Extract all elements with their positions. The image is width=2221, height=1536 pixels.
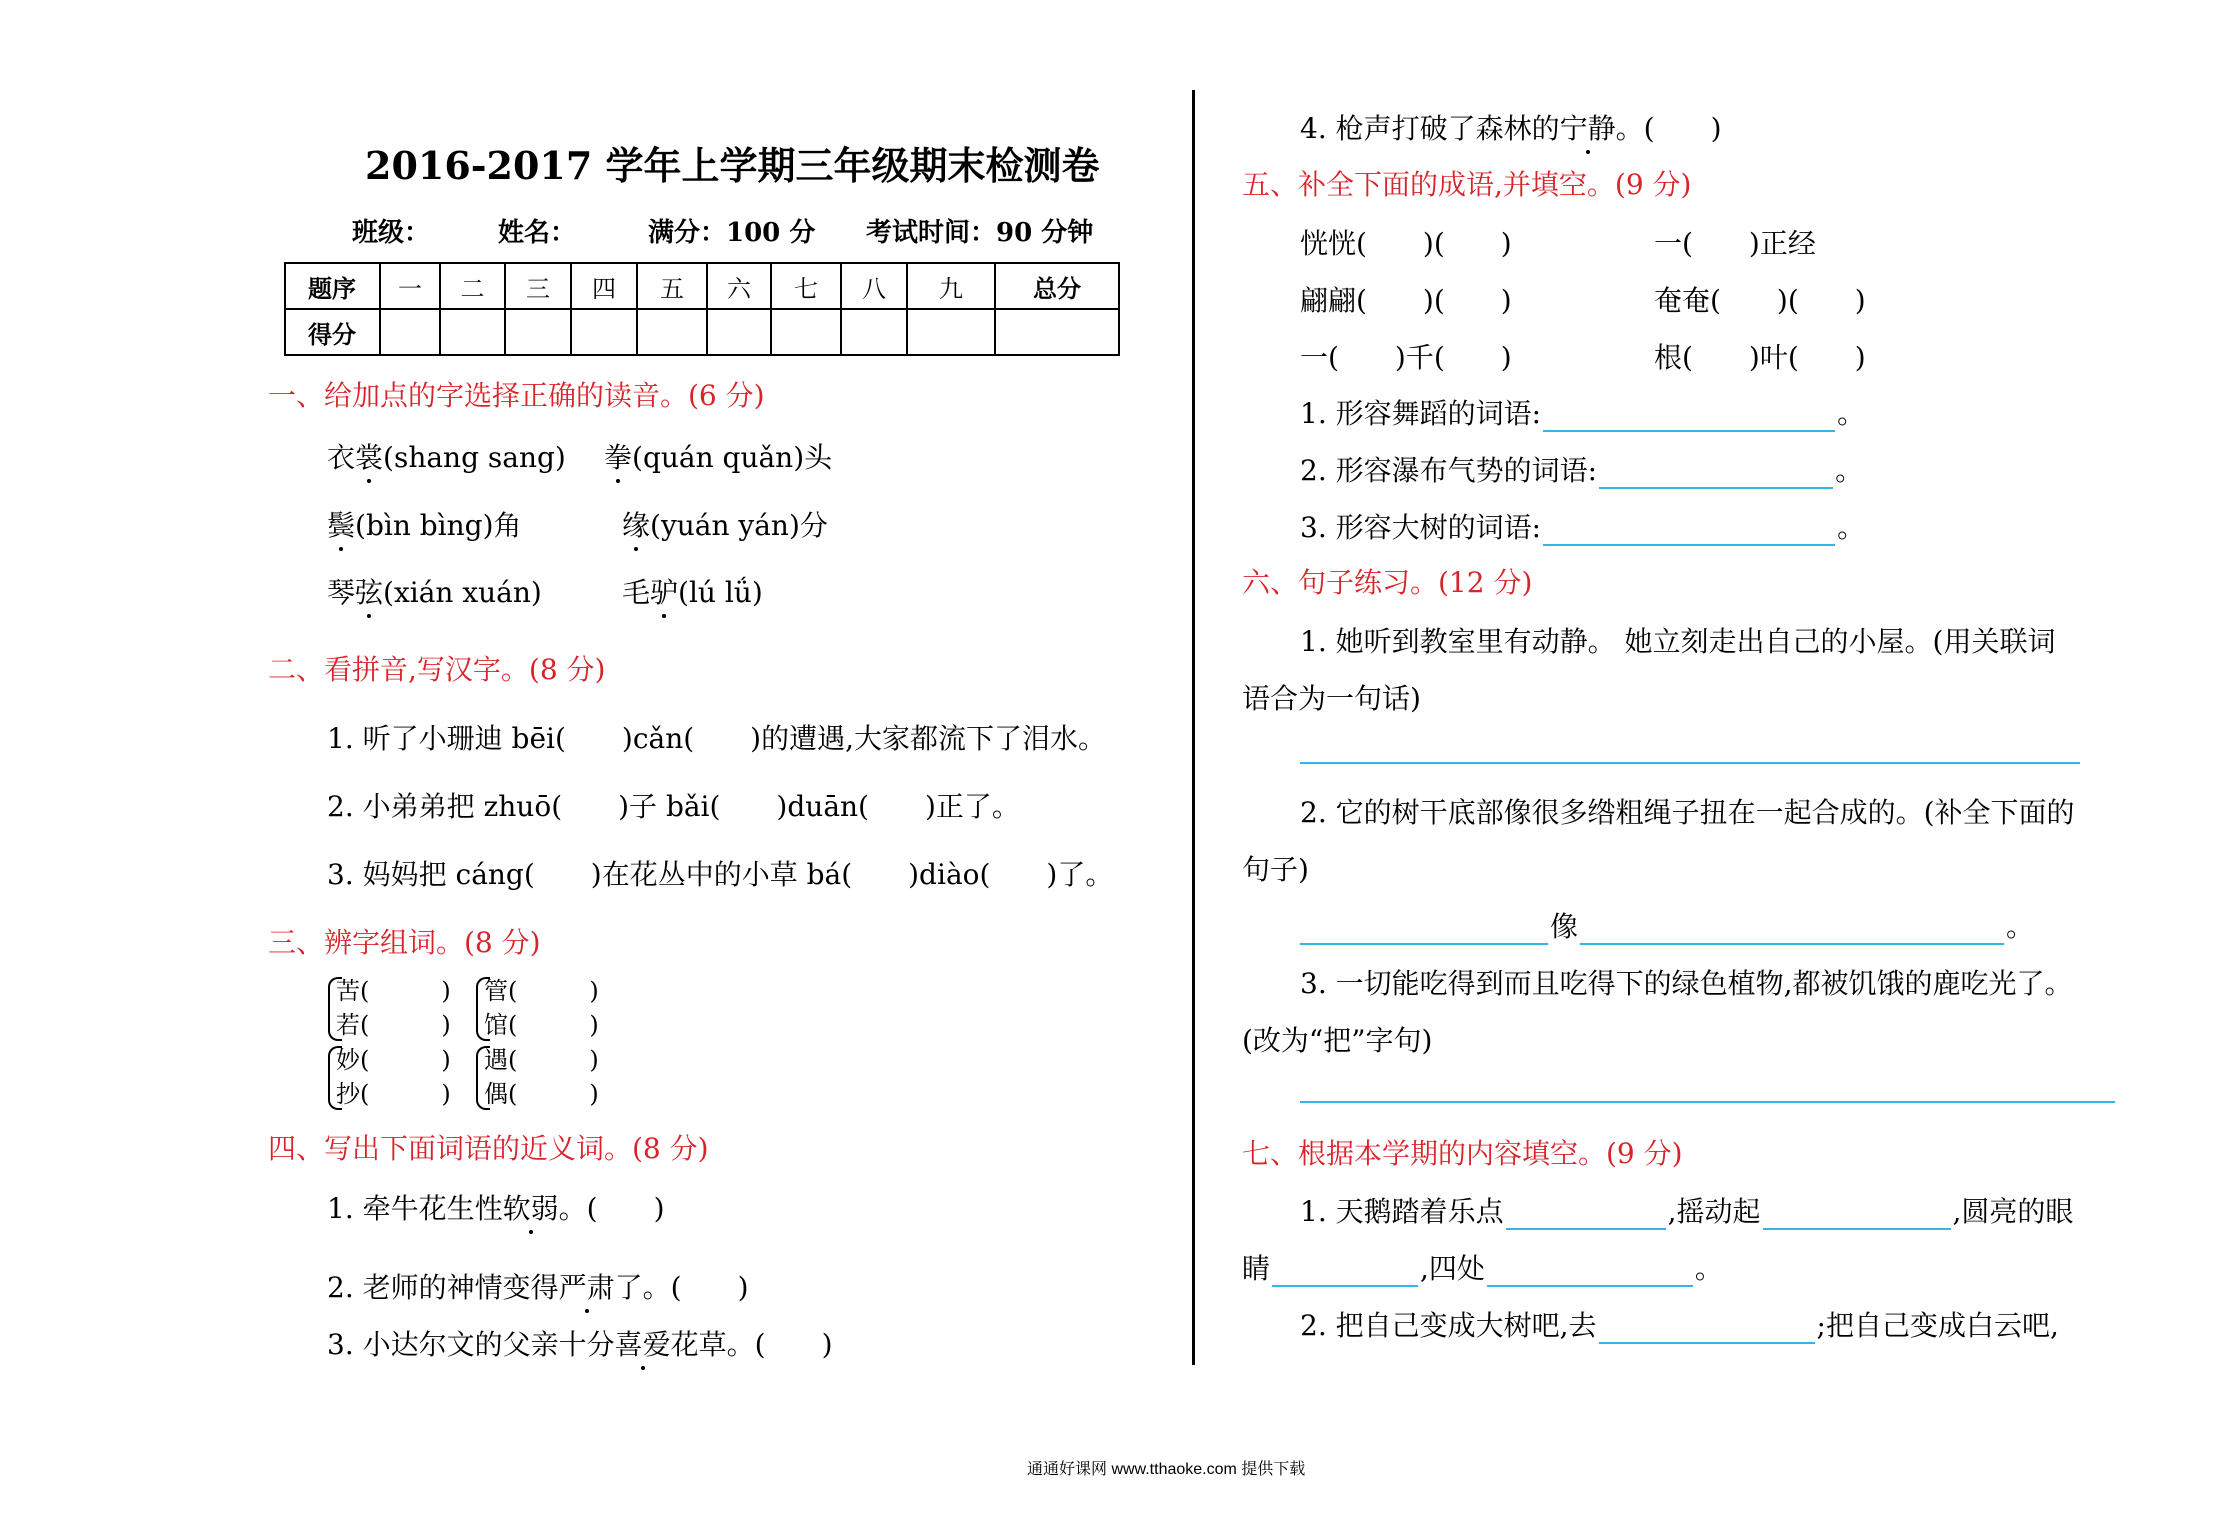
footer-source: 通通好课网 www.tthaoke.com 提供下载 — [1027, 1461, 1306, 1478]
answer-blank[interactable] — [1487, 1255, 1693, 1287]
score-col-total: 总分 — [995, 263, 1119, 309]
info-full-score: 满分：100 分 — [648, 218, 816, 248]
section2-item: 1. 听了小珊迪 bēi( )cǎn( )的遭遇,大家都流下了泪水。 — [327, 722, 1106, 755]
char-pair: 妙( ) 抄( ) — [336, 1046, 451, 1108]
section2-item: 3. 妈妈把 cáng( )在花丛中的小草 bá( )diào( )了。 — [327, 858, 1114, 891]
section6-q2-fill: 像 。 — [1298, 905, 2034, 945]
score-cell[interactable] — [907, 309, 995, 355]
info-name: 姓名： — [498, 218, 577, 248]
char-pair: 遇( ) 偶( ) — [484, 1046, 599, 1108]
score-col-5: 五 — [637, 263, 707, 309]
score-col-6: 六 — [707, 263, 771, 309]
score-table-head-order: 题序 — [285, 263, 380, 309]
answer-blank[interactable] — [1580, 913, 2004, 945]
pinyin-item: 衣裳(shang sang) — [327, 436, 566, 476]
answer-blank[interactable] — [1543, 400, 1835, 432]
score-cell[interactable] — [707, 309, 771, 355]
pinyin-item: 拳(quán quǎn)头 — [604, 436, 832, 476]
section1-title: 一、给加点的字选择正确的读音。(6 分) — [268, 379, 765, 412]
exam-title: 2016-2017 学年上学期三年级期末检测卷 — [365, 143, 1100, 188]
section2-item: 2. 小弟弟把 zhuō( )子 bǎi( )duān( )正了。 — [327, 790, 1020, 823]
section6-q2: 2. 它的树干底部像很多绺粗绳子扭在一起合成的。(补全下面的 — [1300, 796, 2075, 829]
answer-line[interactable] — [1300, 762, 2080, 764]
score-col-9: 九 — [907, 263, 995, 309]
section6-q1-cont: 语合为一句话) — [1242, 682, 1421, 715]
answer-blank[interactable] — [1543, 514, 1835, 546]
section2-title: 二、看拼音,写汉字。(8 分) — [268, 653, 606, 686]
score-cell[interactable] — [505, 309, 571, 355]
score-cell[interactable] — [571, 309, 637, 355]
answer-line[interactable] — [1300, 1101, 2115, 1103]
answer-blank[interactable] — [1272, 1255, 1418, 1287]
score-col-7: 七 — [771, 263, 841, 309]
answer-blank[interactable] — [1599, 457, 1833, 489]
idiom-item: 一( )正经 — [1654, 227, 1816, 260]
synonym-item: 3. 小达尔文的父亲十分喜爱花草。( ) — [327, 1323, 833, 1363]
idiom-item: 翩翩( )( ) — [1300, 284, 1512, 317]
answer-blank[interactable] — [1506, 1198, 1666, 1230]
idiom-item: 奄奄( )( ) — [1654, 284, 1866, 317]
pinyin-item: 毛驴(lú lǘ) — [622, 571, 763, 611]
synonym-item: 4. 枪声打破了森林的宁静。( ) — [1300, 107, 1722, 147]
score-table-head-score: 得分 — [285, 309, 380, 355]
section7-q1: 1. 天鹅踏着乐点 ,摇动起 ,圆亮的眼 — [1300, 1195, 2074, 1228]
idiom-item: 根( )叶( ) — [1654, 341, 1866, 374]
score-cell[interactable] — [771, 309, 841, 355]
section7-title: 七、根据本学期的内容填空。(9 分) — [1242, 1137, 1683, 1170]
answer-blank[interactable] — [1599, 1312, 1815, 1344]
score-col-3: 三 — [505, 263, 571, 309]
idiom-item: 一( )千( ) — [1300, 341, 1512, 374]
pinyin-item: 缘(yuán yán)分 — [622, 504, 828, 544]
section6-q2-cont: 句子) — [1242, 853, 1309, 886]
section3-title: 三、辨字组词。(8 分) — [268, 926, 541, 959]
section6-q3-cont: (改为“把”字句) — [1242, 1024, 1433, 1057]
section6-q3: 3. 一切能吃得到而且吃得下的绿色植物,都被饥饿的鹿吃光了。 — [1300, 967, 2073, 1000]
score-col-4: 四 — [571, 263, 637, 309]
score-col-1: 一 — [380, 263, 440, 309]
score-cell[interactable] — [440, 309, 505, 355]
section5-question: 2. 形容瀑布气势的词语: 。 — [1300, 454, 1864, 487]
score-cell[interactable] — [995, 309, 1119, 355]
section6-q1: 1. 她听到教室里有动静。 她立刻走出自己的小屋。(用关联词 — [1300, 625, 2056, 658]
score-col-8: 八 — [841, 263, 907, 309]
section4-title: 四、写出下面词语的近义词。(8 分) — [268, 1132, 709, 1165]
answer-blank[interactable] — [1300, 913, 1548, 945]
section5-question: 3. 形容大树的词语: 。 — [1300, 511, 1866, 544]
section6-title: 六、句子练习。(12 分) — [1242, 566, 1533, 599]
score-col-2: 二 — [440, 263, 505, 309]
synonym-item: 1. 牵牛花生性软弱。( ) — [327, 1187, 665, 1227]
score-table — [284, 262, 1120, 356]
section7-q2: 2. 把自己变成大树吧,去 ;把自己变成白云吧, — [1300, 1309, 2059, 1342]
synonym-item: 2. 老师的神情变得严肃了。( ) — [327, 1266, 749, 1306]
score-cell[interactable] — [841, 309, 907, 355]
info-class: 班级： — [352, 218, 431, 248]
score-cell[interactable] — [637, 309, 707, 355]
column-divider — [1192, 90, 1195, 1365]
info-exam-time: 考试时间：90 分钟 — [866, 218, 1094, 248]
idiom-item: 恍恍( )( ) — [1300, 227, 1512, 260]
score-cell[interactable] — [380, 309, 440, 355]
section5-title: 五、补全下面的成语,并填空。(9 分) — [1242, 168, 1692, 201]
pinyin-item: 鬓(bìn bìng)角 — [327, 504, 522, 544]
char-pair: 苦( ) 若( ) — [336, 977, 451, 1039]
section5-question: 1. 形容舞蹈的词语: 。 — [1300, 397, 1866, 430]
char-pair: 管( ) 馆( ) — [484, 977, 599, 1039]
section7-q1-cont: 睛 ,四处 。 — [1242, 1252, 1723, 1285]
pinyin-item: 琴弦(xián xuán) — [327, 571, 542, 611]
answer-blank[interactable] — [1763, 1198, 1951, 1230]
